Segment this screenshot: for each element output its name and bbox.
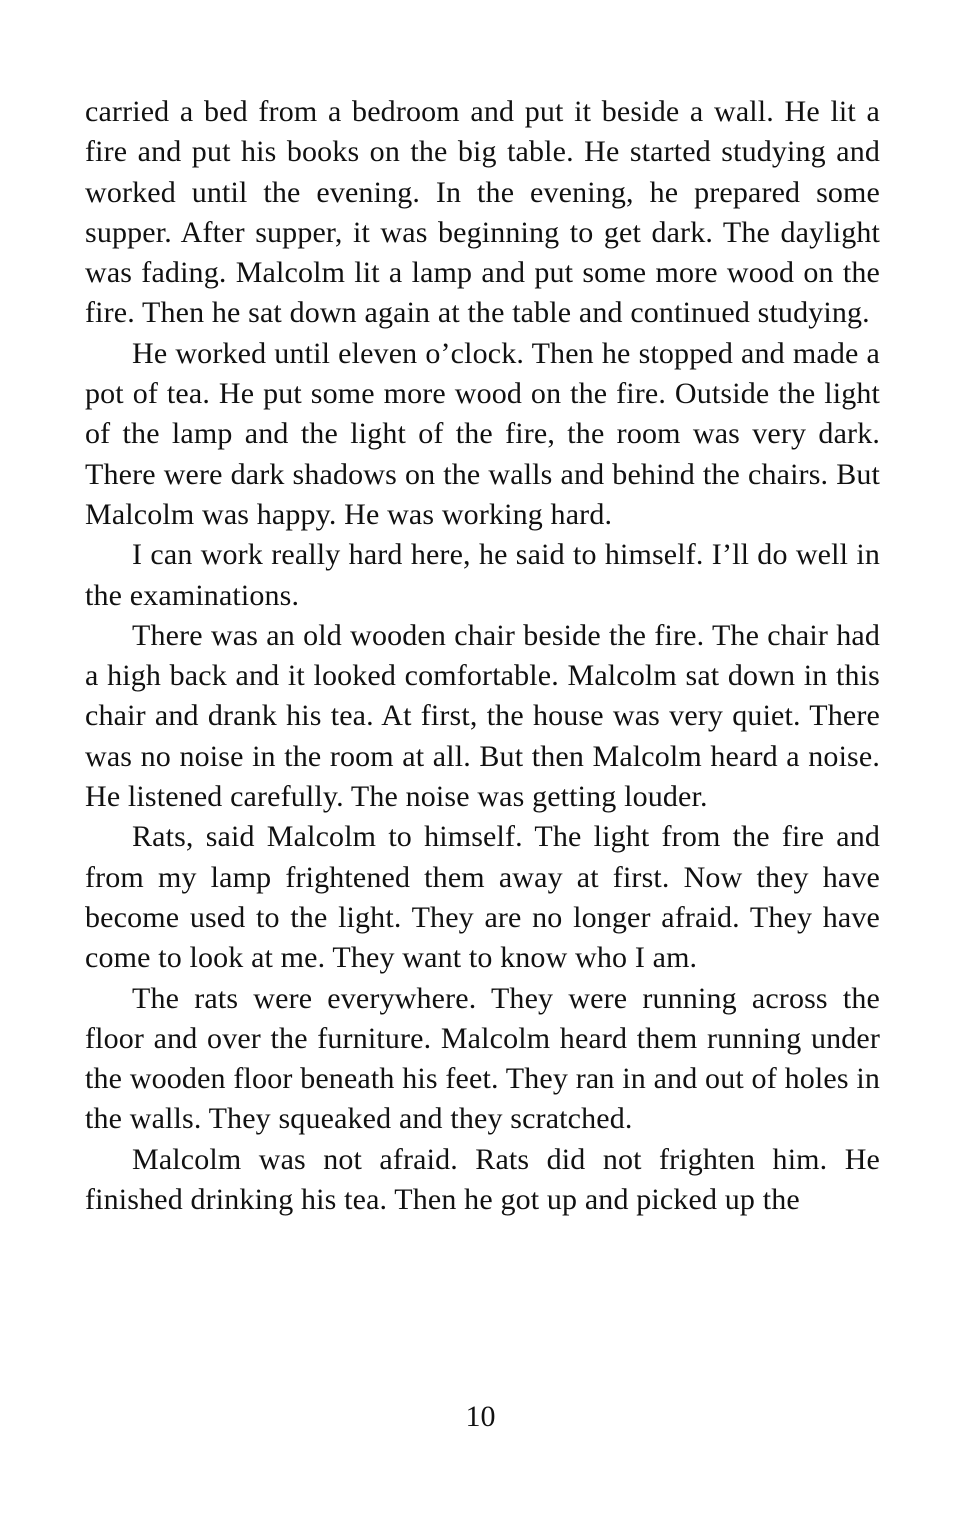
paragraph: The rats were everywhere. They were running across the floor and over the furniture. Malcolm heard them running under the wooden floor beneath his feet. They ran in and out of holes in the walls. They squeaked and they scratched. — [85, 981, 880, 1136]
page-number: 10 — [465, 1400, 496, 1433]
paragraph: Rats, said Malcolm to himself. The light from the fire and from my lamp frightened them away at first. Now they have become used to the light. They are no longer afraid. They have come to look at me. They want to know who I am. — [85, 820, 880, 975]
paragraph: He worked until eleven o’clock. Then he stopped and made a pot of tea. He put some more wood on the fire. Outside the light of the lamp and the light of the fire, the room was very dark. There were dark shadows on the walls and behind the chairs. But Malcolm was happy. He was working hard. — [85, 336, 880, 531]
paragraph: carried a bed from a bedroom and put it beside a wall. He lit a fire and put his books on the big table. He started studying and worked until the evening. In the evening, he prepared some supper. After supper, it was beginning to get dark. The daylight was fading. Malcolm lit a lamp and put some more wood on the fire. Then he sat down again at the table and continued studying. — [85, 95, 880, 330]
paragraph: I can work really hard here, he said to himself. I’ll do well in the examinations. — [85, 538, 880, 612]
paragraph: There was an old wooden chair beside the fire. The chair had a high back and it looked comfortable. Malcolm sat down in this chair and drank his tea. At first, the house was very quiet. There was no noise in the room at all. But then Malcolm heard a noise. He listened carefully. The noise was getting louder. — [85, 618, 880, 814]
paragraph: Malcolm was not afraid. Rats did not frighten him. He finished drinking his tea. Then he got up and picked up the — [85, 1142, 880, 1217]
body-text — [85, 92, 880, 1220]
